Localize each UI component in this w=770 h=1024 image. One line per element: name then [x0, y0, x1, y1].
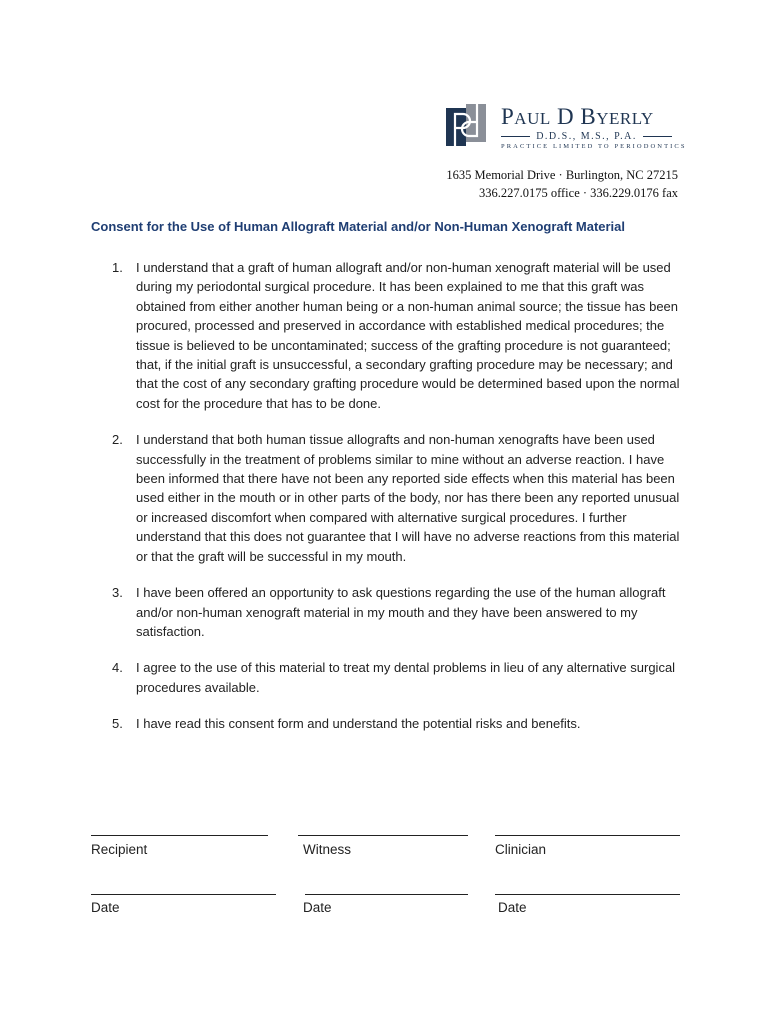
clinician-date-label: Date: [498, 900, 527, 915]
practice-tagline: PRACTICE LIMITED TO PERIODONTICS: [501, 143, 687, 150]
credentials-row: [501, 130, 672, 142]
consent-item: [91, 430, 691, 566]
credentials-rule-right: [643, 136, 672, 137]
item-number: 5.: [112, 716, 123, 732]
recipient-label: Recipient: [91, 842, 148, 857]
address-block: [446, 166, 678, 202]
witness-date-label: Date: [303, 900, 332, 915]
item-number: 3.: [112, 585, 123, 601]
item-text: I have been offered an opportunity to ask questions regarding the use of the human allograft and/or non-human xenograft material in my mouth and they have been answered to my satisfaction.: [136, 585, 666, 639]
witness-date-line[interactable]: [305, 894, 468, 895]
recipient-date-label: Date: [91, 900, 120, 915]
recipient-date-line[interactable]: [91, 894, 276, 895]
recipient-signature-line[interactable]: [91, 835, 268, 836]
practice-logo: [446, 100, 687, 160]
credentials: D.D.S., M.S., P.A.: [536, 130, 637, 142]
practice-name: PAUL D BYERLY: [501, 104, 654, 129]
item-number: 4.: [112, 660, 123, 676]
item-number: 2.: [112, 432, 123, 448]
pb-monogram-icon: [446, 100, 490, 152]
credentials-rule-left: [501, 136, 530, 137]
document-title: Consent for the Use of Human Allograft Material and/or Non-Human Xenograft Material: [91, 219, 626, 234]
item-number: 1.: [112, 260, 123, 275]
consent-item: [91, 258, 691, 413]
witness-label: Witness: [303, 842, 352, 857]
consent-item: [91, 583, 691, 641]
witness-signature-line[interactable]: [298, 835, 468, 836]
clinician-label: Clinician: [495, 842, 547, 857]
item-text: I understand that both human tissue allografts and non-human xenografts have been used successfully in the treatment of problems similar to mine without an adverse reaction. I have been informed that there have not been any reported side effects when this material has been used either in the mouth or in other parts of the body, nor has there been any reported unusual or increased discomfort when compared with alternative surgical procedures. I further understand that this does not guarantee that I will have no adverse reactions from this material or that the graft will be successful in my mouth.: [136, 432, 680, 564]
consent-item: [91, 714, 691, 733]
clinician-date-line[interactable]: [495, 894, 680, 895]
phone-fax-line: 336.227.0175 office · 336.229.0176 fax: [478, 186, 678, 200]
consent-item: [91, 658, 691, 697]
item-text: I understand that a graft of human allograft and/or non-human xenograft material will be used during my periodontal surgical procedure. It has been explained to me that this graft was obtained from either another human being or a non-human animal source; the tissue has been procured, processed and preserved in accordance with established medical procedures; the tissue is believed to be uncontaminated; success of the grafting procedure is not guaranteed; that, if the initial graft is unsuccessful, a secondary grafting procedure may be necessary; and that the cost of any secondary grafting procedure would be determined based upon the normal cost for the procedure that has to be done.: [136, 260, 680, 411]
clinician-signature-line[interactable]: [495, 835, 680, 836]
address-line: 1635 Memorial Drive · Burlington, NC 27215: [446, 168, 678, 182]
item-text: I agree to the use of this material to treat my dental problems in lieu of any alternative surgical procedures available.: [136, 660, 676, 695]
item-text: I have read this consent form and understand the potential risks and benefits.: [136, 716, 581, 732]
consent-items: [91, 258, 691, 734]
